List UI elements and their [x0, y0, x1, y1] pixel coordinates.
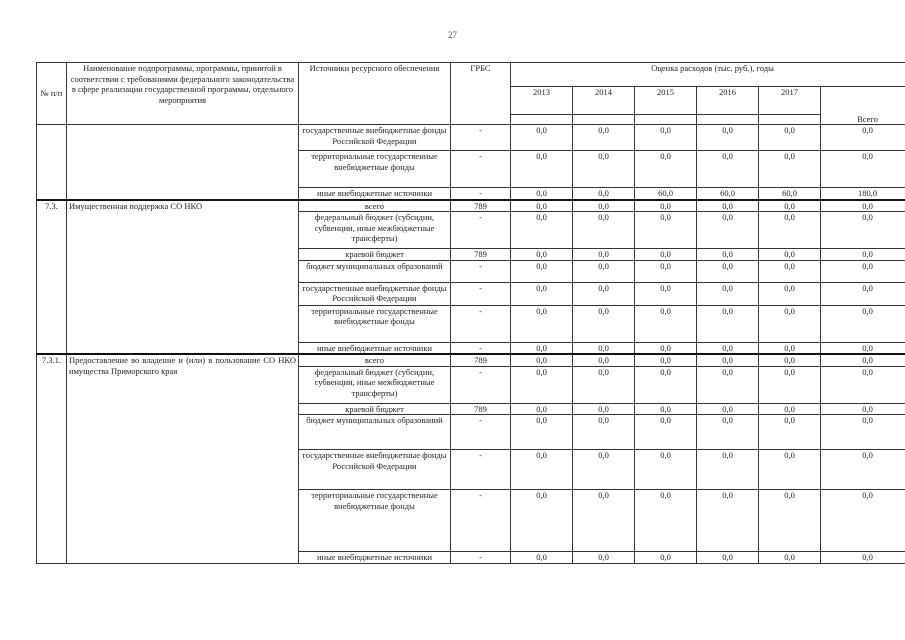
- value-cell: 0,0: [697, 552, 759, 564]
- value-cell: 0,0: [573, 552, 635, 564]
- source-cell: иные внебюджетные источники: [299, 188, 451, 200]
- table-row: [37, 125, 905, 151]
- value-cell: 0,0: [697, 151, 759, 188]
- value-cell: 60,0: [759, 188, 821, 200]
- value-cell: 0,0: [697, 249, 759, 261]
- grbs-cell: 789: [451, 200, 511, 212]
- value-cell: 0,0: [697, 366, 759, 403]
- value-cell: 0,0: [759, 151, 821, 188]
- source-cell: бюджет муниципальных образований: [299, 415, 451, 450]
- source-cell: краевой бюджет: [299, 403, 451, 415]
- header-source: Источники ресурсного обеспечения: [299, 63, 451, 125]
- value-cell: 0,0: [821, 366, 905, 403]
- value-cell: 0,0: [697, 212, 759, 249]
- value-cell: 0,0: [821, 490, 905, 552]
- value-cell: 0,0: [573, 249, 635, 261]
- table-row: [37, 354, 905, 366]
- value-cell: 0,0: [759, 450, 821, 490]
- expense-table: [36, 62, 905, 564]
- value-cell: 0,0: [573, 200, 635, 212]
- value-cell: 0,0: [573, 305, 635, 342]
- value-cell: 0,0: [759, 125, 821, 151]
- value-cell: 0,0: [511, 249, 573, 261]
- header-num: № п/п: [37, 63, 67, 125]
- source-cell: территориальные государственные внебюджетные фонды: [299, 490, 451, 552]
- value-cell: 0,0: [697, 354, 759, 366]
- value-cell: 0,0: [573, 260, 635, 282]
- value-cell: 0,0: [635, 450, 697, 490]
- value-cell: 0,0: [821, 125, 905, 151]
- value-cell: 0,0: [511, 490, 573, 552]
- value-cell: 0,0: [511, 305, 573, 342]
- value-cell: 0,0: [635, 490, 697, 552]
- value-cell: 0,0: [697, 282, 759, 305]
- source-cell: краевой бюджет: [299, 249, 451, 261]
- grbs-cell: -: [451, 212, 511, 249]
- value-cell: 0,0: [697, 450, 759, 490]
- source-cell: территориальные государственные внебюджетные фонды: [299, 151, 451, 188]
- source-cell: иные внебюджетные источники: [299, 342, 451, 354]
- year-header: 2014: [573, 87, 635, 115]
- value-cell: 0,0: [573, 450, 635, 490]
- header-estimate: Оценка расходов (тыс. руб.), годы: [511, 63, 905, 87]
- value-cell: 0,0: [759, 212, 821, 249]
- grbs-cell: -: [451, 260, 511, 282]
- grbs-cell: -: [451, 305, 511, 342]
- value-cell: 0,0: [511, 260, 573, 282]
- grbs-cell: -: [451, 342, 511, 354]
- grbs-cell: 789: [451, 354, 511, 366]
- value-cell: 0,0: [821, 415, 905, 450]
- value-cell: 0,0: [635, 125, 697, 151]
- value-cell: 0,0: [759, 342, 821, 354]
- value-cell: 0,0: [759, 354, 821, 366]
- grbs-cell: 789: [451, 249, 511, 261]
- value-cell: 0,0: [511, 354, 573, 366]
- value-cell: 0,0: [821, 212, 905, 249]
- year-header: 2013: [511, 87, 573, 115]
- value-cell: 0,0: [697, 260, 759, 282]
- value-cell: 0,0: [573, 151, 635, 188]
- source-cell: государственные внебюджетные фонды Российской Федерации: [299, 125, 451, 151]
- value-cell: 0,0: [635, 200, 697, 212]
- value-cell: 0,0: [759, 249, 821, 261]
- value-cell: 0,0: [635, 342, 697, 354]
- header-name: Наименование подпрограммы, программы, принятой в соответствии с требованиями федерального законодательства в сфере реализации государственной программы, отдельного мероприятия: [67, 63, 299, 125]
- source-cell: всего: [299, 200, 451, 212]
- value-cell: 0,0: [635, 260, 697, 282]
- grbs-cell: -: [451, 125, 511, 151]
- year-header: 2015: [635, 87, 697, 115]
- value-cell: 180,0: [821, 188, 905, 200]
- value-cell: 0,0: [697, 342, 759, 354]
- value-cell: 0,0: [573, 188, 635, 200]
- value-cell: 0,0: [511, 403, 573, 415]
- grbs-cell: -: [451, 151, 511, 188]
- row-number: 7.3.: [37, 200, 67, 355]
- value-cell: 0,0: [635, 366, 697, 403]
- value-cell: 0,0: [821, 354, 905, 366]
- value-cell: 0,0: [759, 490, 821, 552]
- source-cell: территориальные государственные внебюджетные фонды: [299, 305, 451, 342]
- value-cell: 0,0: [759, 366, 821, 403]
- value-cell: 0,0: [511, 188, 573, 200]
- source-cell: иные внебюджетные источники: [299, 552, 451, 564]
- value-cell: 0,0: [821, 450, 905, 490]
- value-cell: 0,0: [635, 403, 697, 415]
- value-cell: 0,0: [511, 366, 573, 403]
- source-cell: федеральный бюджет (субсидии, субвенции, иные межбюджетные трансферты): [299, 212, 451, 249]
- value-cell: 0,0: [635, 212, 697, 249]
- row-number: 7.3.1.: [37, 354, 67, 564]
- value-cell: 0,0: [759, 415, 821, 450]
- value-cell: 0,0: [511, 151, 573, 188]
- value-cell: 0,0: [821, 282, 905, 305]
- value-cell: 0,0: [573, 282, 635, 305]
- row-number: [37, 125, 67, 200]
- value-cell: 0,0: [759, 305, 821, 342]
- year-header: 2017: [759, 87, 821, 115]
- value-cell: 0,0: [573, 125, 635, 151]
- value-cell: 0,0: [697, 403, 759, 415]
- value-cell: 0,0: [511, 212, 573, 249]
- value-cell: 0,0: [511, 450, 573, 490]
- value-cell: 0,0: [759, 260, 821, 282]
- value-cell: 0,0: [821, 552, 905, 564]
- source-cell: государственные внебюджетные фонды Российской Федерации: [299, 450, 451, 490]
- value-cell: 0,0: [635, 282, 697, 305]
- value-cell: 0,0: [635, 415, 697, 450]
- value-cell: 0,0: [573, 415, 635, 450]
- value-cell: 0,0: [821, 200, 905, 212]
- row-name: Имущественная поддержка СО НКО: [67, 200, 299, 355]
- value-cell: 0,0: [697, 415, 759, 450]
- source-cell: всего: [299, 354, 451, 366]
- value-cell: 0,0: [759, 282, 821, 305]
- value-cell: 0,0: [511, 200, 573, 212]
- table-row: [37, 200, 905, 212]
- grbs-cell: -: [451, 450, 511, 490]
- value-cell: 0,0: [821, 260, 905, 282]
- value-cell: 0,0: [697, 200, 759, 212]
- source-cell: бюджет муниципальных образований: [299, 260, 451, 282]
- value-cell: 0,0: [573, 366, 635, 403]
- value-cell: 60,0: [697, 188, 759, 200]
- value-cell: 0,0: [697, 125, 759, 151]
- value-cell: 60,0: [635, 188, 697, 200]
- value-cell: 0,0: [821, 403, 905, 415]
- value-cell: 0,0: [511, 552, 573, 564]
- value-cell: 0,0: [635, 552, 697, 564]
- page-number: 27: [448, 30, 457, 40]
- row-name: [67, 125, 299, 200]
- value-cell: 0,0: [821, 342, 905, 354]
- value-cell: 0,0: [759, 403, 821, 415]
- row-name: Предоставление во владение и (или) в пользование СО НКО имущества Приморского края: [67, 354, 299, 564]
- grbs-cell: -: [451, 490, 511, 552]
- source-cell: федеральный бюджет (субсидии, субвенции, иные межбюджетные трансферты): [299, 366, 451, 403]
- year-header: 2016: [697, 87, 759, 115]
- value-cell: 0,0: [697, 490, 759, 552]
- value-cell: 0,0: [821, 249, 905, 261]
- value-cell: 0,0: [821, 305, 905, 342]
- grbs-cell: -: [451, 415, 511, 450]
- value-cell: 0,0: [573, 490, 635, 552]
- value-cell: 0,0: [573, 342, 635, 354]
- header-grbs: ГРБС: [451, 63, 511, 125]
- value-cell: 0,0: [511, 415, 573, 450]
- grbs-cell: -: [451, 188, 511, 200]
- value-cell: 0,0: [635, 249, 697, 261]
- value-cell: 0,0: [759, 552, 821, 564]
- value-cell: 0,0: [759, 200, 821, 212]
- value-cell: 0,0: [511, 342, 573, 354]
- grbs-cell: -: [451, 282, 511, 305]
- value-cell: 0,0: [573, 403, 635, 415]
- grbs-cell: 789: [451, 403, 511, 415]
- value-cell: 0,0: [635, 354, 697, 366]
- value-cell: 0,0: [821, 151, 905, 188]
- value-cell: 0,0: [697, 305, 759, 342]
- value-cell: 0,0: [511, 125, 573, 151]
- value-cell: 0,0: [573, 354, 635, 366]
- value-cell: 0,0: [573, 212, 635, 249]
- grbs-cell: -: [451, 552, 511, 564]
- total-header: Всего: [821, 87, 905, 125]
- table-body: [37, 125, 905, 564]
- value-cell: 0,0: [635, 151, 697, 188]
- value-cell: 0,0: [511, 282, 573, 305]
- source-cell: государственные внебюджетные фонды Российской Федерации: [299, 282, 451, 305]
- grbs-cell: -: [451, 366, 511, 403]
- value-cell: 0,0: [635, 305, 697, 342]
